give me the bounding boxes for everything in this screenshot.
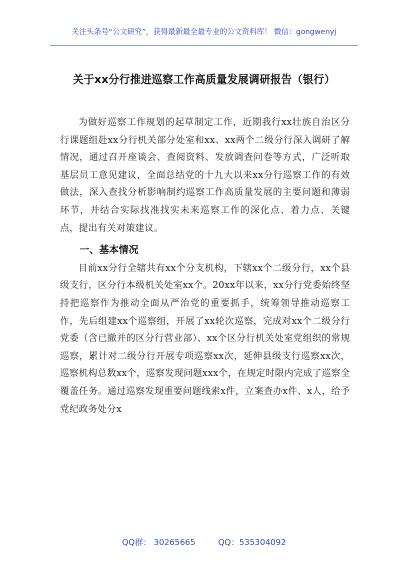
qq-group-number: QQ群： 30265665 xyxy=(121,537,196,547)
promo-header: 关注头条号“公文研究”，获得最新最全最专业的公文资料库！ 微信：gongwenyj xyxy=(71,27,337,36)
section-body-basic-situation: 目前xx分行全辖共有xx个分支机构，下辖xx个二级分行，xx个县级支行，区分行本级机关处室xx个。20xx年以来，xx分行党委始终坚持把巡察作为推动全面从严治党的重要抓手，统筹领导推动巡察工作，先后组建xx个巡察组，开展了xx轮次巡察，完成对xx个二级分行党委（含已撤并的区分行营业部）、xx个区分行机关处室党组织的常规巡察，累计对二级分行开展专项巡察xx次，延伸县级支行巡察xx次，巡察机构总数xx个，巡察发现问题xxx个，在规定时限内完成了巡察全覆盖任务。通过巡察发现重要问题线索x件，立案查办x件、x人，给予党纪政务处分x xyxy=(60,262,350,415)
section-heading-basic-situation: 一、基本情况 xyxy=(79,245,139,257)
qq-number: QQ：535304092 xyxy=(218,537,287,547)
intro-paragraph: 为做好巡察工作规划的起草制定工作，近期我行xx壮族自治区分行课题组赴xx分行机关部分处室和xx、xx两个二级分行深入调研了解情况，通过召开座谈会、查阅资料、发放调查问卷等方式，广泛听取基层员工意见建议，全面总结党的十九大以来xx分行巡察工作的有效做法，深入查找分析影响制约巡察工作高质量发展的主要问题和薄弱环节，并结合实际找准找实未来巡察工作的深化点、着力点、关键点，提出有关对策建议。 xyxy=(60,117,350,234)
header-divider xyxy=(50,45,358,46)
contact-footer xyxy=(0,537,408,548)
document-title: 关于xx分行推进巡察工作高质量发展调研报告（银行） xyxy=(72,74,336,86)
document-body xyxy=(60,114,350,418)
